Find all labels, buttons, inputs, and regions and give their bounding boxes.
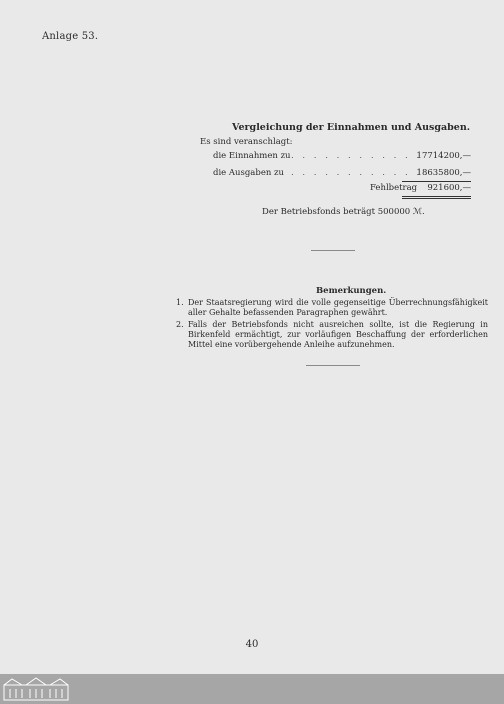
remark-item [176, 298, 488, 320]
annex-label: Anlage 53. [42, 31, 99, 42]
section-divider [311, 250, 355, 251]
income-value: 17714200,— [416, 151, 471, 161]
end-divider [306, 365, 360, 366]
expenditure-row [213, 168, 471, 180]
comparison-intro: Es sind veranschlagt: [200, 137, 293, 147]
fund-note: Der Betriebsfonds beträgt 500000 ℳ. [262, 207, 425, 217]
expenditure-label: die Ausgaben zu [213, 168, 284, 178]
deficit-value: 921600,— [427, 183, 471, 193]
page-number: 40 [245, 639, 259, 650]
expenditure-value: 18635800,— [416, 168, 471, 178]
library-building-icon [2, 676, 70, 702]
income-label: die Einnahmen zu [213, 151, 291, 161]
remark-item [176, 320, 488, 352]
deficit-label: Fehlbetrag [370, 183, 418, 193]
total-double-rule-top [402, 196, 471, 197]
total-double-rule-bottom [402, 198, 471, 199]
income-leader-dots: . . . . . . . . . . . . [291, 151, 423, 161]
sum-rule [402, 181, 471, 182]
income-row [213, 151, 471, 163]
footer-bar [0, 674, 504, 704]
expenditure-leader-dots: . . . . . . . . . . . . [291, 168, 423, 178]
remark-text: Falls der Betriebsfonds nicht ausreichen sollte, ist die Regierung in Birkenfeld ermächtigt, zur vorläufigen Beschaffung der erforderlichen Mittel eine vorübergehende Anleihe aufzunehmen. [188, 320, 488, 349]
remark-text: Der Staatsregierung wird die volle gegenseitige Überrechnungsfähigkeit aller Gehalte befassenden Paragraphen gewährt. [188, 298, 488, 317]
remarks-title: Bemerkungen. [316, 286, 387, 296]
remark-number: 1. [176, 298, 184, 307]
remark-number: 2. [176, 320, 184, 329]
comparison-title: Vergleichung der Einnahmen und Ausgaben. [232, 122, 471, 133]
